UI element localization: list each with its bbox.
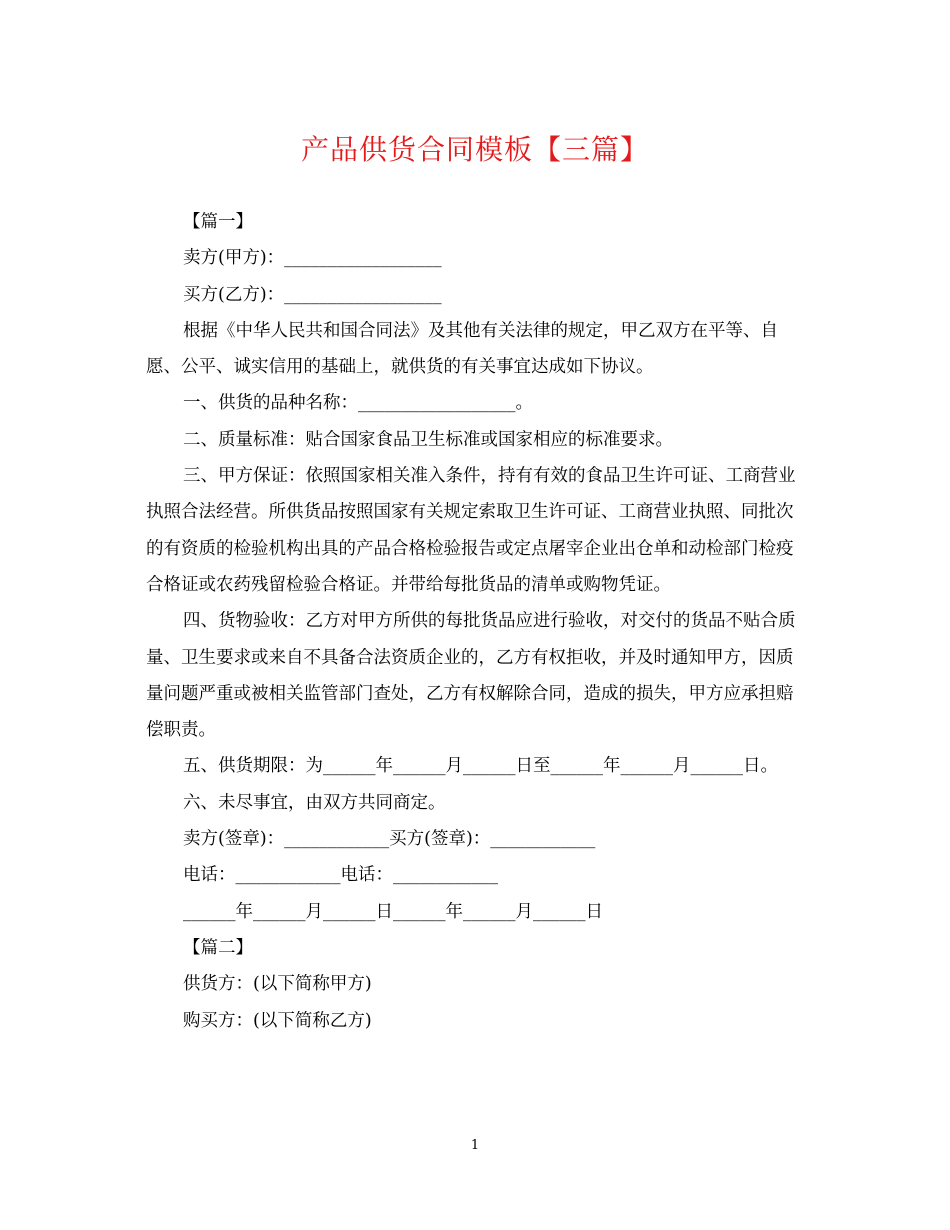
clause-one: 一、供货的品种名称：__________________。 [183,393,533,414]
section-heading-one: 【篇一】 [183,212,253,232]
clause-six: 六、未尽事宜，由双方共同商定。 [183,792,446,813]
clause-five: 五、供货期限：为______年______月______日至______年______月______日。 [183,756,778,777]
preamble-paragraph: 根据《中华人民共和国合同法》及其他有关法律的规定，甲乙双方在平等、自愿、公平、诚实信用的基础上，就供货的有关事宜达成如下协议。 [146,320,778,378]
buyer-line: 买方(乙方)：__________________ [183,284,442,305]
clause-three: 三、甲方保证：依照国家相关准入条件，持有有效的食品卫生许可证、工商营业执照合法经营。所供货品按照国家有关规定索取卫生许可证、工商营业执照、同批次的有资质的检验机构出具的产品合格检验报告或定点屠宰企业出仓单和动检部门检疫合格证或农药残留检验合格证。并带给每批货品的清单或购物凭证。 [146,466,796,595]
document-title: 产品供货合同模板【三篇】 [300,133,649,166]
clause-two: 二、质量标准：贴合国家食品卫生标准或国家相应的标准要求。 [183,429,673,450]
supplier-line: 供货方：(以下简称甲方) [183,974,372,995]
purchaser-line: 购买方：(以下简称乙方) [183,1010,372,1031]
section-heading-two: 【篇二】 [183,937,253,958]
document-body [146,204,806,1039]
date-line: ______年______月______日______年______月______日 [183,901,603,922]
signature-line: 卖方(签章)：____________买方(签章)：____________ [183,829,596,850]
clause-four: 四、货物验收：乙方对甲方所供的每批货品应进行验收，对交付的货品不贴合质量、卫生要求或来自不具备合法资质企业的，乙方有权拒收，并及时通知甲方，因质量问题严重或被相关监管部门查处，乙方有权解除合同，造成的损失，甲方应承担赔偿职责。 [146,611,796,741]
phone-line: 电话：____________电话：____________ [183,865,498,886]
page-number: 1 [470,1138,480,1153]
seller-line: 卖方(甲方)：__________________ [183,248,442,269]
